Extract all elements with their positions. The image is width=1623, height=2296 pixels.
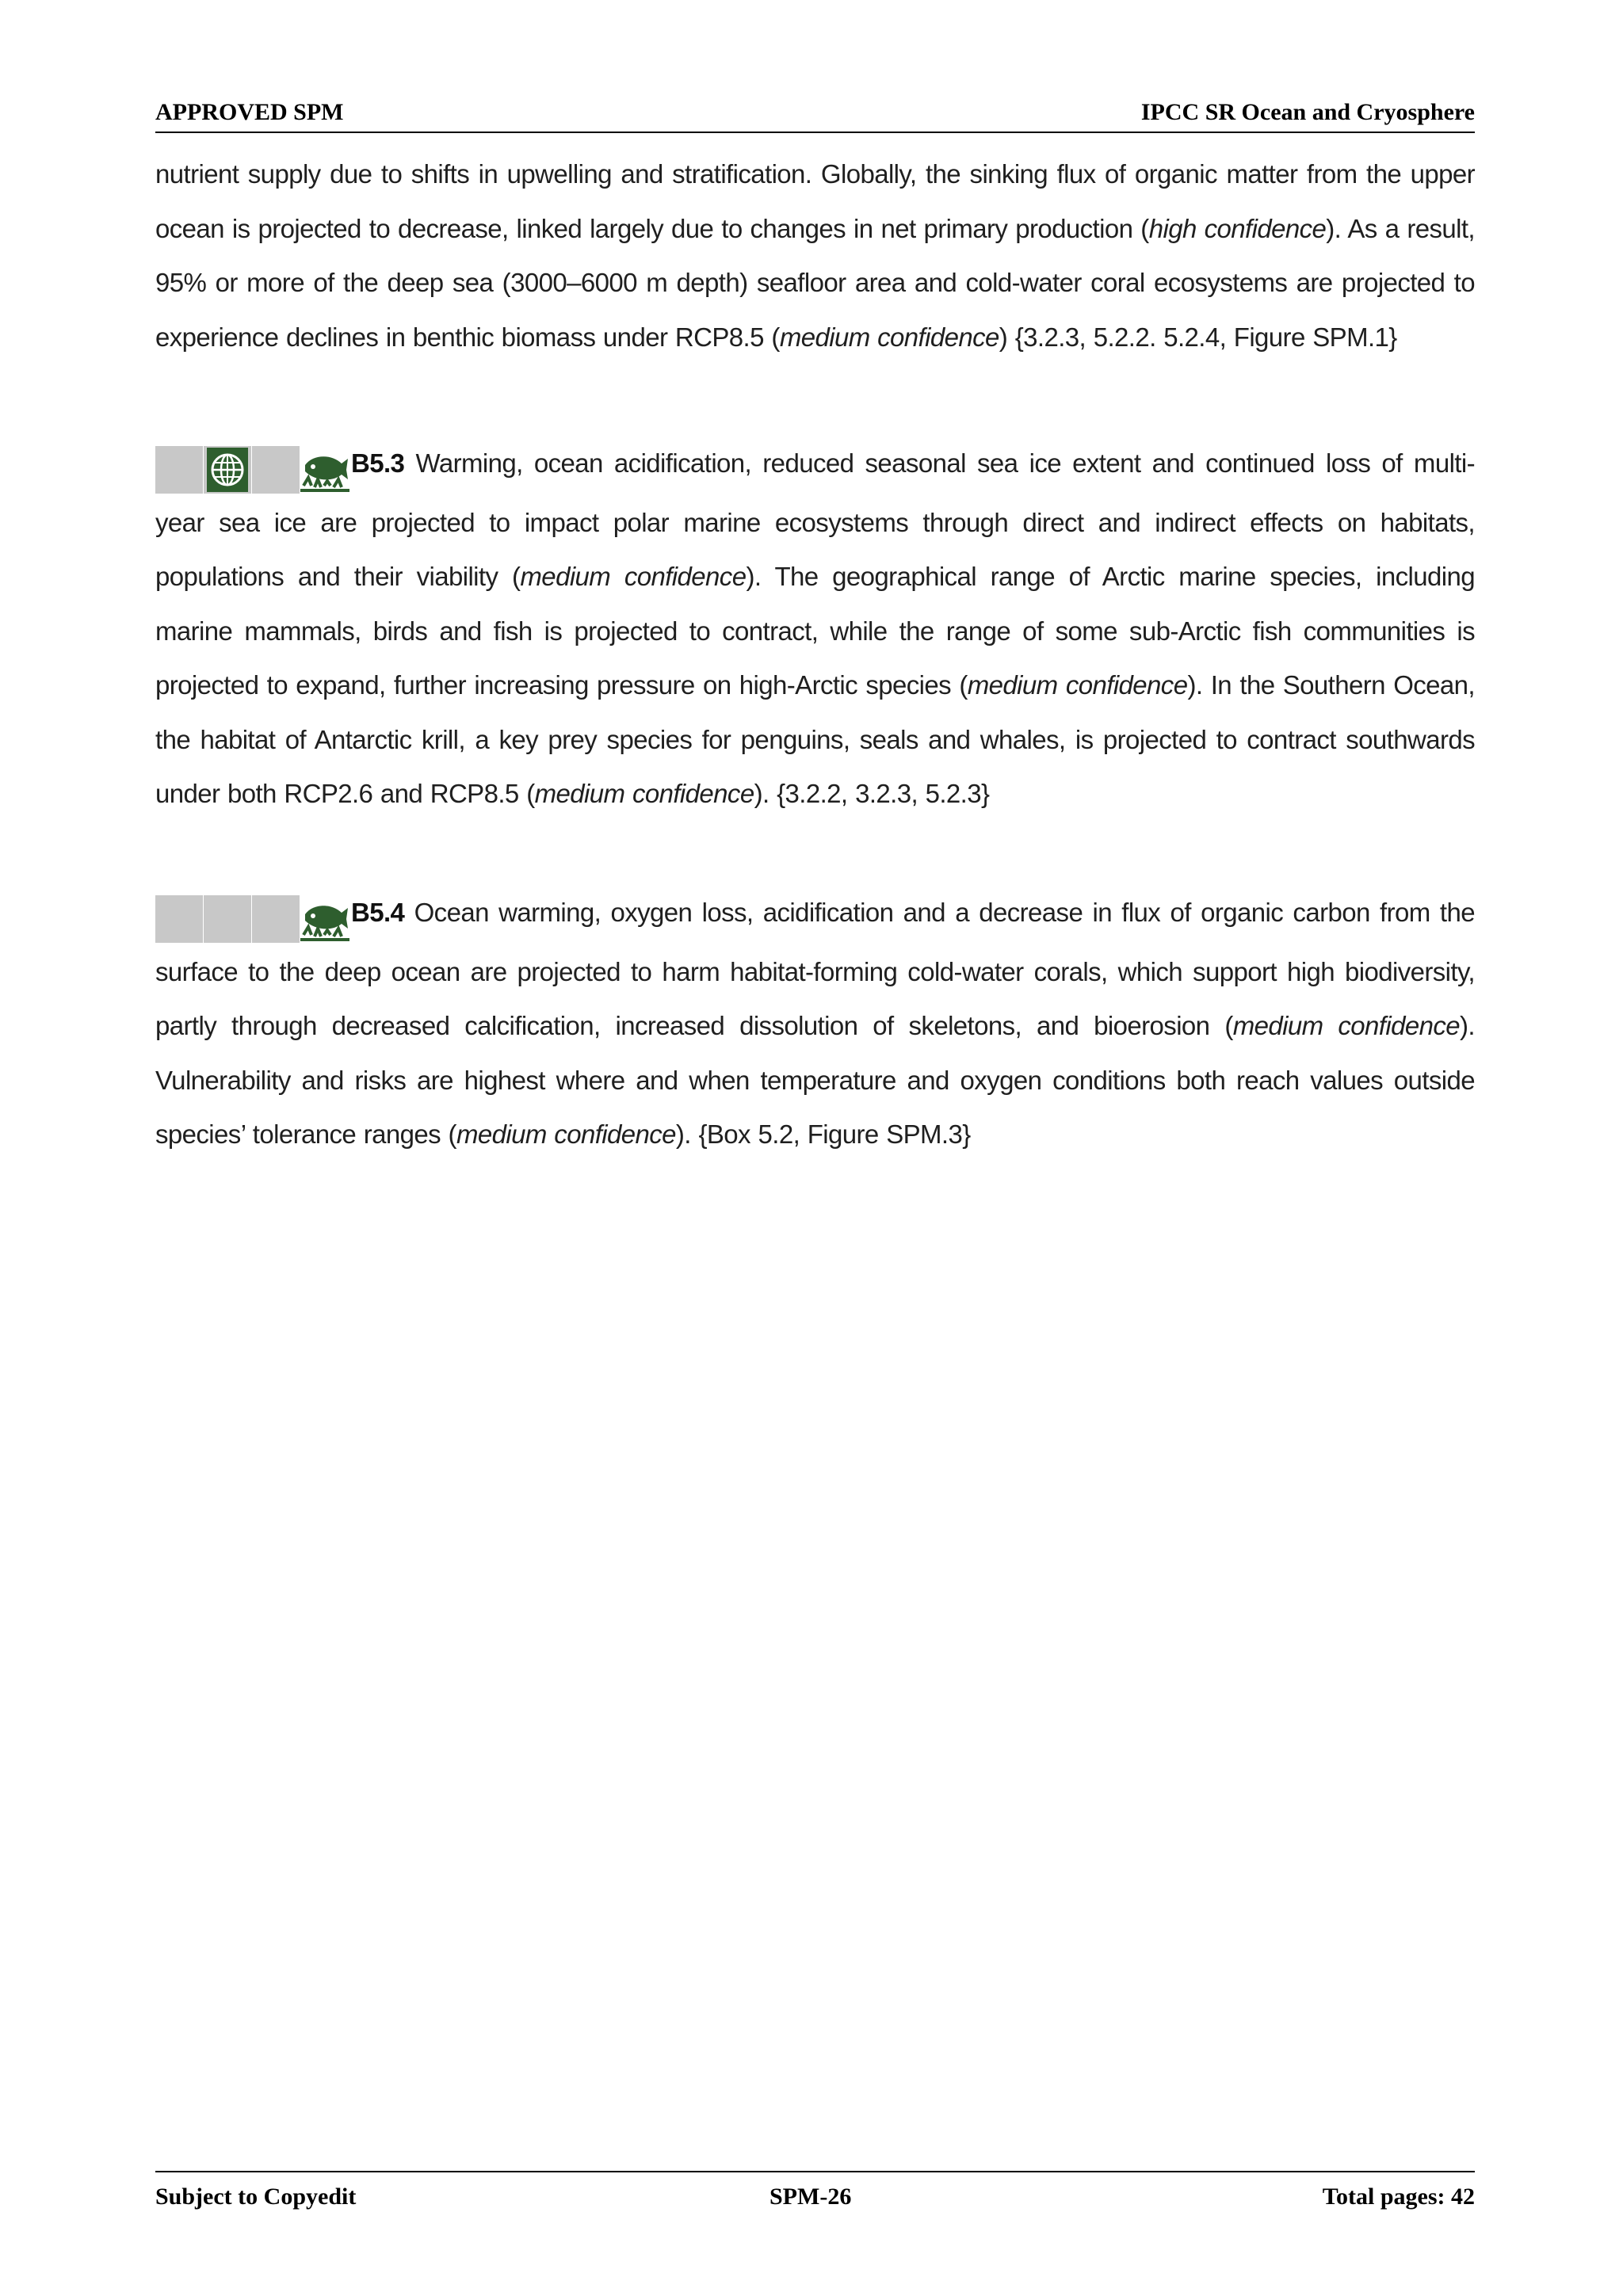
text-run: nutrient supply due to shifts in upwelling and stratification. Globally, the sinking flux of organic matter from the upper ocean is projected to decrease, linked largely due to changes in net primary production ( [155, 159, 1475, 243]
text-run: ). The geographical range of Arctic marine species, including marine mammals, birds and fish is projected to contract, while the range of some sub-Arctic fish communities is projected to expand, further increasing pressure on high-Arctic species ( [155, 562, 1475, 700]
paragraph-continuation [155, 147, 1475, 364]
text-run: ). As a result, 95% or more of the deep sea (3000–6000 m depth) seafloor area and cold-water coral ecosystems are projected to experience declines in benthic biomass under RCP8.5 ( [155, 213, 1475, 352]
text-run: ). {3.2.2, 3.2.3, 5.2.3} [754, 779, 990, 808]
paragraph-b5-3 [155, 437, 1475, 822]
page-header [155, 97, 1475, 133]
text-run: Warming, ocean acidification, reduced seasonal sea ice extent and continued loss of multi-year sea ice are projected to impact polar marine ecosystems through direct and indirect effects on habitats, populations and their viability ( [155, 448, 1475, 591]
ecosystem-fish-icon [300, 895, 349, 943]
page-footer [155, 2171, 1475, 2212]
confidence-qualifier: medium confidence [779, 322, 999, 352]
paragraph-icons [155, 441, 349, 496]
confidence-qualifier: medium confidence [1232, 1011, 1461, 1040]
grey-icon-box [155, 895, 203, 943]
header-left: APPROVED SPM [155, 99, 344, 125]
paragraph-b5-4 [155, 886, 1475, 1162]
paragraph-icons [155, 891, 349, 945]
grey-icon-box [204, 895, 251, 943]
footer-left: Subject to Copyedit [155, 2183, 357, 2210]
header-right: IPCC SR Ocean and Cryosphere [1140, 99, 1475, 125]
text-run: ). Vulnerability and risks are highest where and when temperature and oxygen conditions both reach values outside species’ tolerance ranges ( [155, 1011, 1475, 1149]
confidence-qualifier: medium confidence [520, 562, 747, 591]
grey-icon-box [252, 895, 300, 943]
ecosystem-fish-icon [300, 446, 349, 494]
confidence-qualifier: high confidence [1148, 213, 1327, 243]
page-number: SPM-26 [769, 2183, 852, 2210]
text-run: Ocean warming, oxygen loss, acidification and a decrease in flux of organic carbon from the surface to the deep ocean are projected to harm habitat-forming cold-water corals, which support high biodiversity, partly through decreased calcification, increased dissolution of skeletons, and bioerosion ( [155, 898, 1475, 1040]
text-run: ). In the Southern Ocean, the habitat of Antarctic krill, a key prey species for penguins, seals and whales, is projected to contract southwards under both RCP2.6 and RCP8.5 ( [155, 670, 1475, 808]
globe-icon [204, 446, 251, 494]
grey-icon-box [252, 446, 300, 494]
confidence-qualifier: medium confidence [456, 1119, 676, 1149]
text-run: ) {3.2.3, 5.2.2. 5.2.4, Figure SPM.1} [999, 322, 1397, 352]
text-run: ). {Box 5.2, Figure SPM.3} [675, 1119, 971, 1149]
confidence-qualifier: medium confidence [534, 779, 754, 808]
confidence-qualifier: medium confidence [967, 670, 1188, 700]
total-pages: Total pages: 42 [1322, 2183, 1475, 2210]
paragraph-id: B5.3 [351, 448, 405, 478]
grey-icon-box [155, 446, 203, 494]
paragraph-id: B5.4 [351, 898, 405, 927]
